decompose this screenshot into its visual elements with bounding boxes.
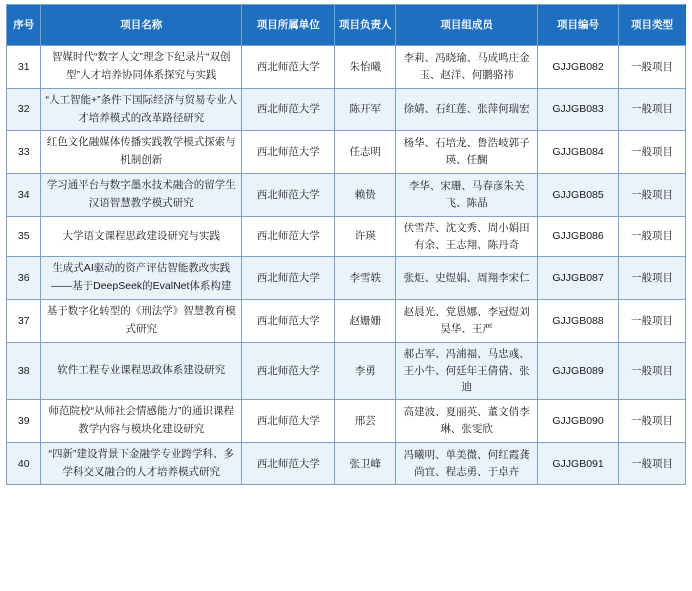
cell-leader: 陈开军 <box>335 88 396 131</box>
table-header <box>7 5 686 46</box>
cell-unit: 西北师范大学 <box>242 342 335 399</box>
cell-type: 一般项目 <box>619 442 686 485</box>
cell-type: 一般项目 <box>619 342 686 399</box>
cell-project-name: 红色文化融媒体传播实践教学模式探索与机制创新 <box>41 131 242 174</box>
cell-seq: 38 <box>7 342 41 399</box>
cell-unit: 西北师范大学 <box>242 174 335 217</box>
cell-leader: 许瑛 <box>335 216 396 257</box>
cell-project-name: 软件工程专业课程思政体系建设研究 <box>41 342 242 399</box>
cell-unit: 西北师范大学 <box>242 46 335 89</box>
cell-seq: 35 <box>7 216 41 257</box>
cell-type: 一般项目 <box>619 46 686 89</box>
cell-code: GJJGB082 <box>538 46 619 89</box>
cell-members: 杨华、石培龙、鲁浩岐郭子瑛、任醐 <box>396 131 538 174</box>
cell-project-name: 基于数字化转型的《刑法学》智慧教育模式研究 <box>41 300 242 343</box>
cell-unit: 西北师范大学 <box>242 300 335 343</box>
cell-project-name: 大学语文课程思政建设研究与实践 <box>41 216 242 257</box>
cell-leader: 任志明 <box>335 131 396 174</box>
column-header-name: 项目名称 <box>41 5 242 46</box>
cell-project-name: 学习通平台与数字墨水技术融合的留学生汉语智慧教学模式研究 <box>41 174 242 217</box>
table-row <box>7 131 686 174</box>
cell-code: GJJGB090 <box>538 400 619 443</box>
table-row <box>7 342 686 399</box>
table-row <box>7 442 686 485</box>
cell-type: 一般项目 <box>619 216 686 257</box>
cell-code: GJJGB085 <box>538 174 619 217</box>
table-row <box>7 257 686 300</box>
cell-seq: 40 <box>7 442 41 485</box>
cell-project-name: 师范院校“从师社会情感能力”的通识课程教学内容与模块化建设研究 <box>41 400 242 443</box>
cell-code: GJJGB088 <box>538 300 619 343</box>
table-row <box>7 400 686 443</box>
cell-type: 一般项目 <box>619 88 686 131</box>
cell-members: 高建波、夏丽英、董文俏李琳、张雯欣 <box>396 400 538 443</box>
cell-code: GJJGB084 <box>538 131 619 174</box>
cell-project-name: “人工智能+”条件下国际经济与贸易专业人才培养模式的改革路径研究 <box>41 88 242 131</box>
cell-type: 一般项目 <box>619 400 686 443</box>
cell-unit: 西北师范大学 <box>242 88 335 131</box>
cell-project-name: “四新”建设背景下金融学专业跨学科、多学科交叉融合的人才培养模式研究 <box>41 442 242 485</box>
table-row <box>7 88 686 131</box>
cell-members: 张炬、史煜娟、周翔李宋仁 <box>396 257 538 300</box>
cell-code: GJJGB087 <box>538 257 619 300</box>
cell-members: 冯曦明、单美微、何红霞龚尚宜、程志勇、于卓卉 <box>396 442 538 485</box>
cell-code: GJJGB091 <box>538 442 619 485</box>
cell-seq: 36 <box>7 257 41 300</box>
cell-seq: 37 <box>7 300 41 343</box>
cell-project-name: 生成式AI驱动的资产评估智能教改实践——基于DeepSeek的EvalNet体系构建 <box>41 257 242 300</box>
cell-seq: 39 <box>7 400 41 443</box>
table-body <box>7 46 686 485</box>
cell-type: 一般项目 <box>619 300 686 343</box>
project-table <box>6 4 686 485</box>
column-header-unit: 项目所属单位 <box>242 5 335 46</box>
cell-leader: 张卫峰 <box>335 442 396 485</box>
cell-unit: 西北师范大学 <box>242 257 335 300</box>
cell-leader: 赵姗姗 <box>335 300 396 343</box>
cell-type: 一般项目 <box>619 257 686 300</box>
cell-type: 一般项目 <box>619 131 686 174</box>
cell-members: 赵晨光、党恩娜、李冠煜刘昊华、王严 <box>396 300 538 343</box>
cell-seq: 32 <box>7 88 41 131</box>
column-header-leader: 项目负责人 <box>335 5 396 46</box>
cell-unit: 西北师范大学 <box>242 131 335 174</box>
cell-unit: 西北师范大学 <box>242 400 335 443</box>
cell-members: 李莉、冯晓瑜、马成鸣庄金玉、赵洋、何鹏骆祎 <box>396 46 538 89</box>
cell-leader: 李雪轶 <box>335 257 396 300</box>
column-header-code: 项目编号 <box>538 5 619 46</box>
table-row <box>7 300 686 343</box>
cell-seq: 34 <box>7 174 41 217</box>
table-row <box>7 46 686 89</box>
cell-unit: 西北师范大学 <box>242 442 335 485</box>
table-row <box>7 216 686 257</box>
header-row <box>7 5 686 46</box>
cell-seq: 33 <box>7 131 41 174</box>
cell-leader: 朱怡曦 <box>335 46 396 89</box>
column-header-members: 项目组成员 <box>396 5 538 46</box>
cell-code: GJJGB086 <box>538 216 619 257</box>
cell-leader: 邢芸 <box>335 400 396 443</box>
cell-members: 李华、宋珊、马春彦朱关飞、陈晶 <box>396 174 538 217</box>
cell-members: 伏雪芹、沈文秀、周小娟田有余、王志翔、陈丹奇 <box>396 216 538 257</box>
column-header-type: 项目类型 <box>619 5 686 46</box>
cell-unit: 西北师范大学 <box>242 216 335 257</box>
cell-leader: 赖贽 <box>335 174 396 217</box>
cell-members: 郝占军、冯浦福、马忠彧、王小牛、何廷年王倩倩、张迪 <box>396 342 538 399</box>
cell-leader: 李勇 <box>335 342 396 399</box>
column-header-seq: 序号 <box>7 5 41 46</box>
cell-code: GJJGB083 <box>538 88 619 131</box>
cell-project-name: 智媒时代“数字人文”理念下纪录片“双创型”人才培养协同体系探究与实践 <box>41 46 242 89</box>
cell-members: 徐婧、石红莲、张萍何瑞宏 <box>396 88 538 131</box>
cell-seq: 31 <box>7 46 41 89</box>
table-row <box>7 174 686 217</box>
cell-type: 一般项目 <box>619 174 686 217</box>
cell-code: GJJGB089 <box>538 342 619 399</box>
